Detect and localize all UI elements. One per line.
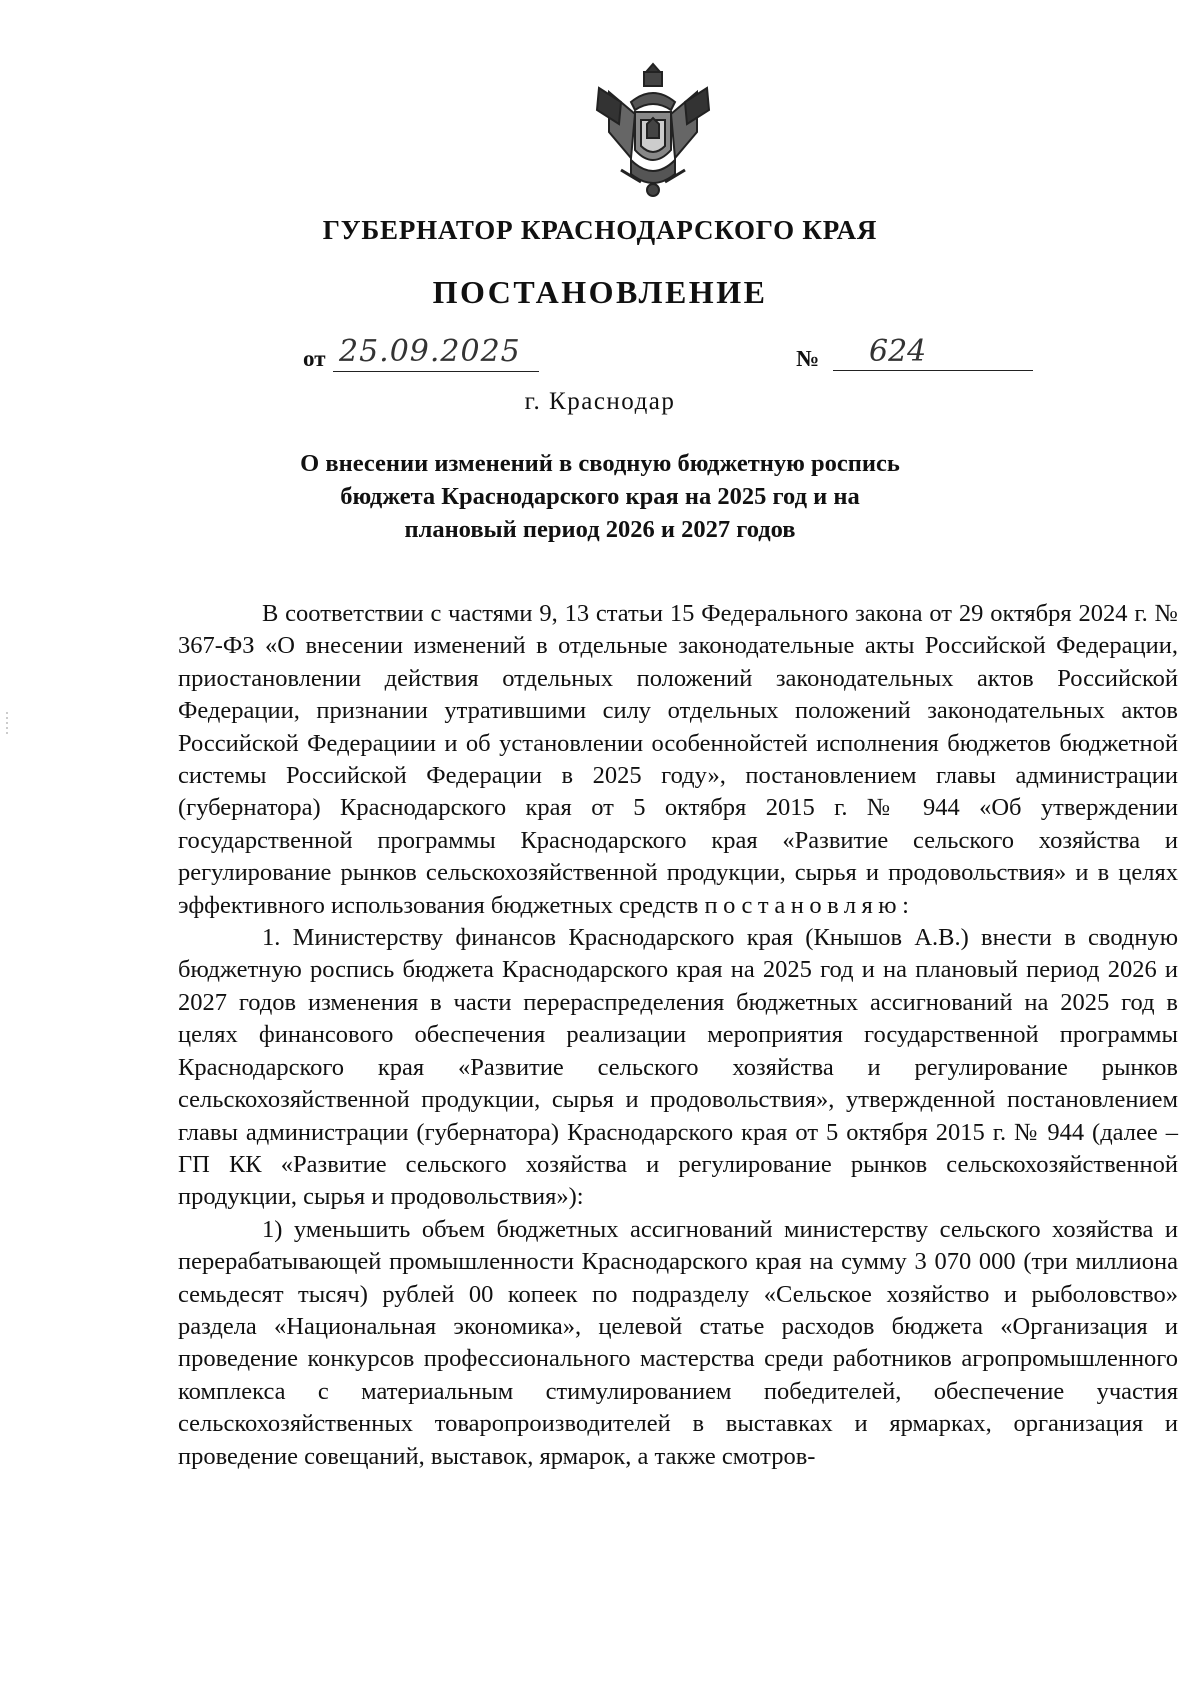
document-subject xyxy=(250,447,950,546)
item-1-paragraph: 1. Министерству финансов Краснодарского края (Кнышов А.В.) внести в сводную бюджетную роспись бюджета Краснодарского края на 2025 год и на плановый период 2026 и 2027 годов изменения в части перераспределения бюджетных ассигнований на 2025 год в целях финансового обеспечения реализации мероприятия государственной программы Краснодарского края «Развитие сельского хозяйства и регулирование рынков сельскохозяйственной продукции, сырья и продовольствия», утвержденной постановлением главы администрации (губернатора) Краснодарского края от 5 октября 2015 г. № 944 (далее – ГП КК «Развитие сельского хозяйства и регулирование рынков сельскохозяйственной продукции, сырья и продовольствия»): xyxy=(178,924,1178,1211)
subitem-1-paragraph: 1) уменьшить объем бюджетных ассигнований министерству сельского хозяйства и перерабатывающей промышленности Краснодарского края на сумму 3 070 000 (три миллиона семьдесят тысяч) рублей 00 копеек по подразделу «Сельское хозяйство и рыболовство» раздела «Национальная экономика», целевой статье расходов бюджета «Организация и проведение конкурсов профессионального мастерства среди работников агропромышленного комплекса с материальным стимулированием победителей, обеспечение участия сельскохозяйственных товаропроизводителей в выставках и ярмарках, организация и проведение совещаний, выставок, ярмарок, а также смотров- xyxy=(178,1215,1178,1470)
authority-title: ГУБЕРНАТОР КРАСНОДАРСКОГО КРАЯ xyxy=(322,215,878,245)
date-prefix: от xyxy=(303,346,326,371)
city-line: г. Краснодар xyxy=(524,388,676,415)
scan-margin-mark xyxy=(6,712,8,734)
coat-of-arms-icon xyxy=(591,62,715,200)
subject-line-3: плановый период 2026 и 2027 годов xyxy=(404,516,796,543)
preamble-paragraph xyxy=(178,598,1178,922)
resolve-word: постановляю: xyxy=(704,891,915,919)
handwritten-date: 25.09.2025 xyxy=(333,333,539,372)
date-number-row xyxy=(0,328,1200,378)
handwritten-number: 624 xyxy=(833,333,1033,371)
subject-line-1: О внесении изменений в сводную бюджетную роспись xyxy=(300,450,900,477)
preamble-text: В соответствии с частями 9, 13 статьи 15 Федерального закона от 29 октября 2024 г. № 367-ФЗ «О внесении изменений в отдельные законодательные акты Российской Федерации, приостановлении действия отдельных положений законодательных актов Российской Федерации, признании утратившими силу отдельных положений законодательных актов Российской Федерациии и об установлении особеннойстей исполнения бюджетов бюджетной системы Российской Федерации в 2025 году», постановлением главы администрации (губернатора) Краснодарского края от 5 октября 2015 г. № 944 «Об утверждении государственной программы Краснодарского края «Развитие сельского хозяйства и регулирование рынков сельскохозяйственной продукции, сырья и продовольствия» и в целях эффективного использования бюджетных средств xyxy=(178,600,1178,919)
number-prefix: № xyxy=(796,346,820,371)
document-type-title: ПОСТАНОВЛЕНИЕ xyxy=(432,274,768,310)
document-body xyxy=(178,598,1178,1473)
subject-line-2: бюджета Краснодарского края на 2025 год и на xyxy=(340,483,860,510)
